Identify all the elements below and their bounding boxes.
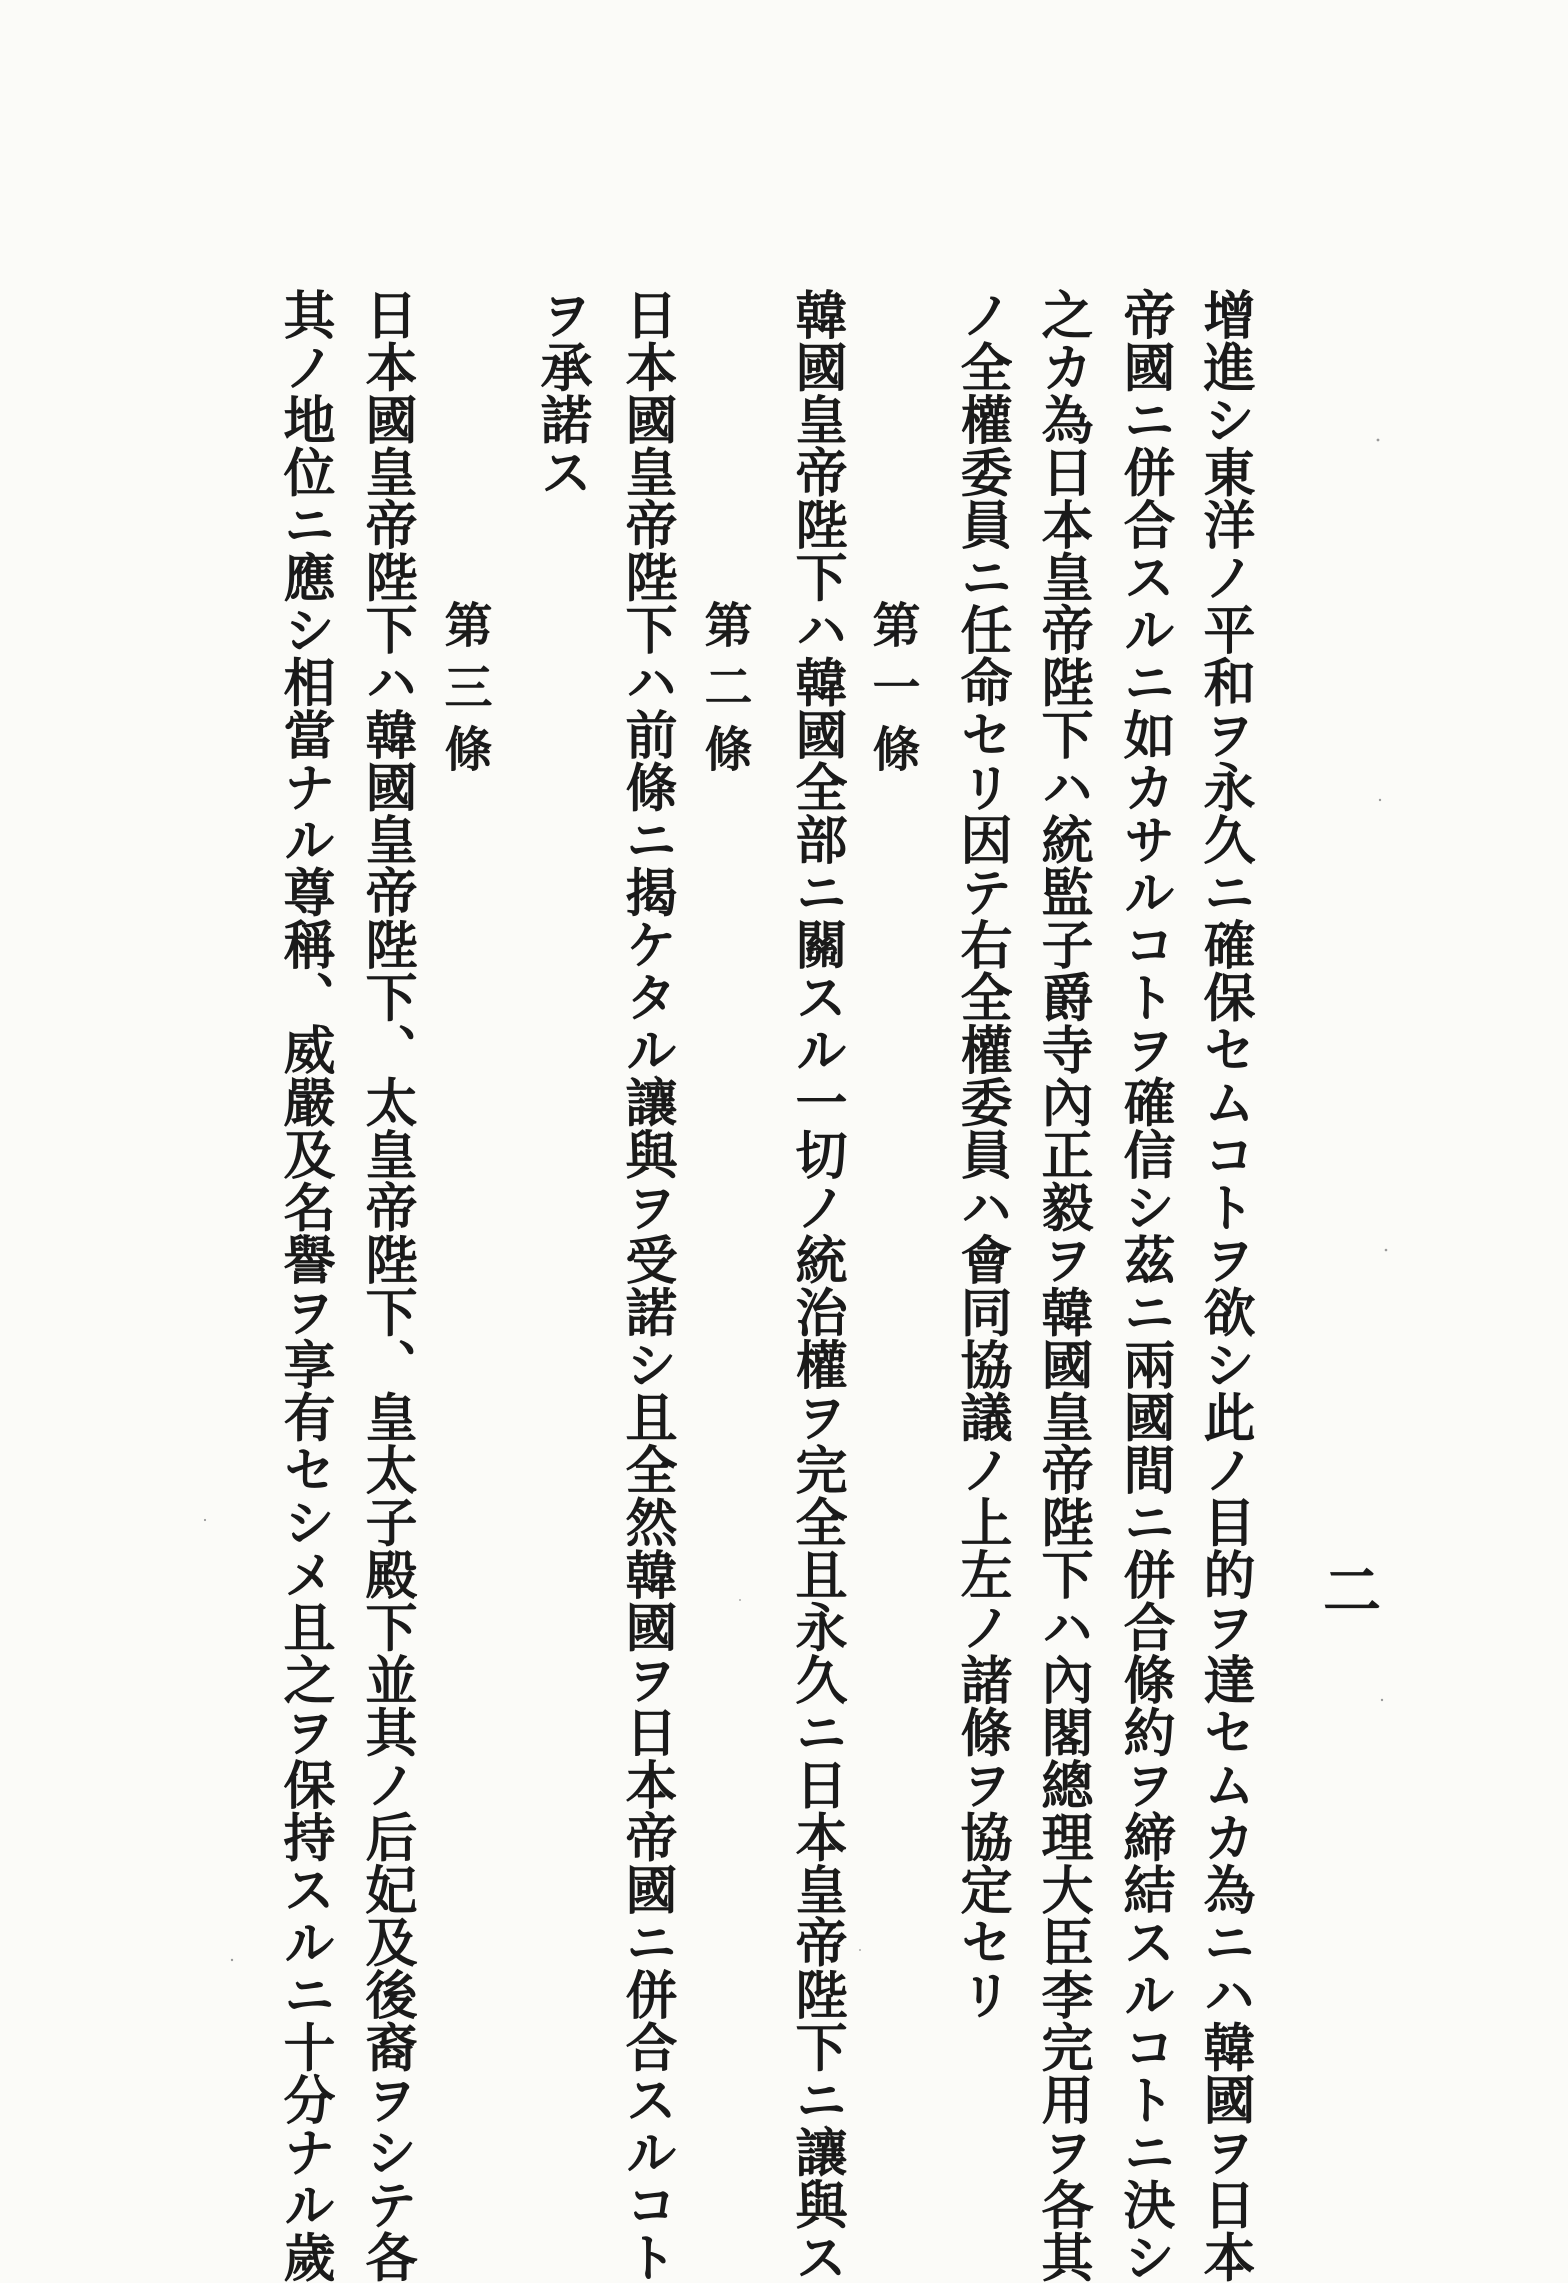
article-3-heading: 第三條	[436, 600, 492, 786]
text-column-8: 日本國皇帝陛下ハ前條ニ揭ケタル讓與ヲ受諾シ且全然韓國ヲ日本帝國ニ併合スルコト	[616, 288, 677, 2283]
article-1-heading: 第一條	[864, 600, 920, 786]
text-column-1: 增進シ東洋ノ平和ヲ永久ニ確保セムコトヲ欲シ此ノ目的ヲ達セムカ為ニハ韓國ヲ日本	[1194, 288, 1255, 2283]
text-column-11: 日本國皇帝陛下ハ韓國皇帝陛下、太皇帝陛下、皇太子殿下並其ノ后妃及後裔ヲシテ各	[356, 288, 417, 2283]
text-column-4: ノ全權委員ニ任命セリ因テ右全權委員ハ會同協議ノ上左ノ諸條ヲ協定セリ	[951, 288, 1012, 2021]
text-column-9: ヲ承諾ス	[531, 288, 592, 498]
article-2-heading: 第二條	[696, 600, 752, 786]
text-column-6: 韓國皇帝陛下ハ韓國全部ニ關スル一切ノ統治權ヲ完全且永久ニ日本皇帝陛下ニ讓與ス	[786, 288, 847, 2283]
page-number: 二	[1313, 1560, 1381, 1618]
text-column-3: 之カ為日本皇帝陛下ハ統監子爵寺內正毅ヲ韓國皇帝陛下ハ內閣總理大臣李完用ヲ各其	[1032, 288, 1093, 2283]
text-column-12: 其ノ地位ニ應シ相當ナル尊稱、威嚴及名譽ヲ享有セシメ且之ヲ保持スルニ十分ナル歲	[274, 288, 335, 2283]
text-column-2: 帝國ニ併合スルニ如カサルコトヲ確信シ茲ニ兩國間ニ併合條約ヲ締結スルコトニ決シ	[1114, 288, 1175, 2283]
